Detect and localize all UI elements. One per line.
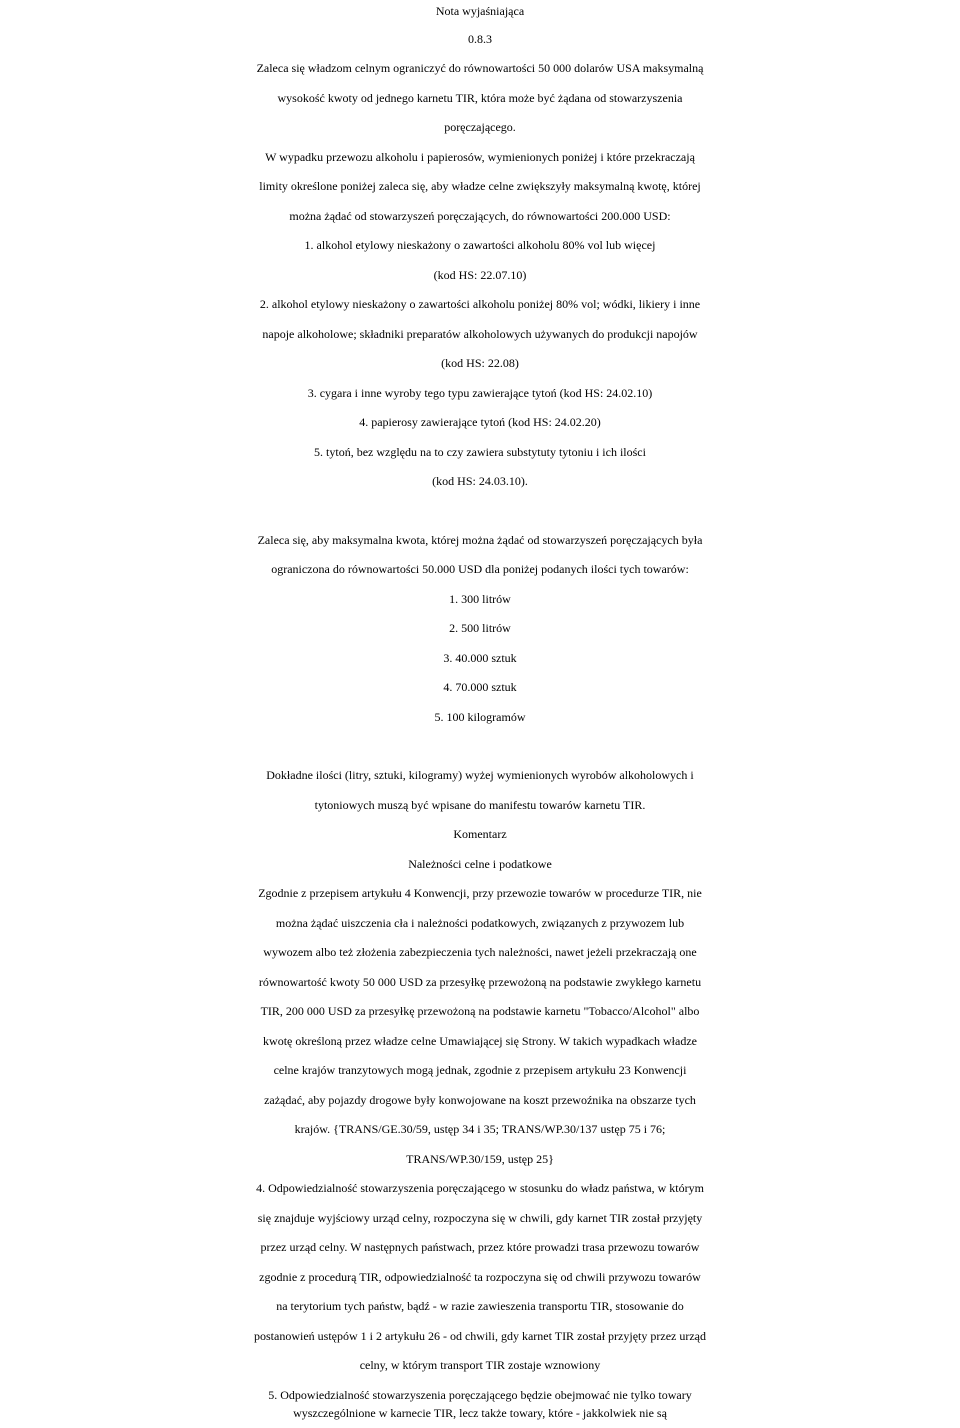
paragraph-line: postanowień ustępów 1 i 2 artykułu 26 - od chwili, gdy karnet TIR został przyjęty przez urząd: [254, 1329, 706, 1343]
paragraph-line: Zaleca się, aby maksymalna kwota, której można żądać od stowarzyszeń poręczających była: [257, 533, 703, 547]
paragraph-line: celne krajów tranzytowych mogą jednak, zgodnie z przepisem artykułu 23 Konwencji: [273, 1063, 687, 1077]
goods-list-item: napoje alkoholowe; składniki preparatów alkoholowych używanych do produkcji napojów: [262, 327, 698, 341]
goods-list-item: 4. papierosy zawierające tytoń (kod HS: 24.02.20): [359, 415, 601, 429]
paragraph-line: Zaleca się władzom celnym ograniczyć do równowartości 50 000 dolarów USA maksymalną: [256, 61, 704, 75]
goods-list-item: 1. alkohol etylowy nieskażony o zawartości alkoholu 80% vol lub więcej: [304, 238, 656, 252]
paragraph-line: poręczającego.: [444, 120, 516, 134]
paragraph-line: wywozem albo też złożenia zabezpieczenia tych należności, nawet jeżeli przekraczają one: [263, 945, 697, 959]
paragraph-line: celny, w którym transport TIR zostaje wznowiony: [359, 1358, 601, 1372]
paragraph-line: 5. Odpowiedzialność stowarzyszenia poręczającego będzie obejmować nie tylko towary: [268, 1388, 692, 1402]
quantity-list-item: 2. 500 litrów: [449, 621, 511, 635]
comment-heading: Komentarz: [453, 827, 507, 841]
paragraph-line: wysokość kwoty od jednego karnetu TIR, która może być żądana od stowarzyszenia: [277, 91, 683, 105]
paragraph-line: przez urząd celny. W następnych państwach, przez które prowadzi trasa przewozu towarów: [260, 1240, 700, 1254]
note-heading: Nota wyjaśniająca: [435, 4, 525, 18]
goods-list-item: 2. alkohol etylowy nieskażony o zawartości alkoholu poniżej 80% vol; wódki, likiery i inne: [259, 297, 701, 311]
paragraph-line: kwotę określoną przez władze celne Umawiającej się Strony. W takich wypadkach władze: [263, 1034, 697, 1048]
paragraph-line: Zgodnie z przepisem artykułu 4 Konwencji, przy przewozie towarów w procedurze TIR, nie: [258, 886, 702, 900]
comment-subheading: Należności celne i podatkowe: [408, 857, 552, 871]
paragraph-line: wyszczególnione w karnecie TIR, lecz także towary, które - jakkolwiek nie są: [293, 1406, 667, 1420]
paragraph-line: zgodnie z procedurą TIR, odpowiedzialność ta rozpoczyna się od chwili przywozu towarów: [259, 1270, 701, 1284]
paragraph-line: zażądać, aby pojazdy drogowe były konwojowane na koszt przewoźnika na obszarze tych: [264, 1093, 696, 1107]
quantity-list-item: 1. 300 litrów: [449, 592, 511, 606]
paragraph-line: tytoniowych muszą być wpisane do manifestu towarów karnetu TIR.: [314, 798, 646, 812]
paragraph-line: W wypadku przewozu alkoholu i papierosów, wymienionych poniżej i które przekraczają: [265, 150, 695, 164]
goods-list-item: 3. cygara i inne wyroby tego typu zawierające tytoń (kod HS: 24.02.10): [307, 386, 653, 400]
goods-list-item: 5. tytoń, bez względu na to czy zawiera substytuty tytoniu i ich ilości: [314, 445, 646, 459]
paragraph-line: krajów. {TRANS/GE.30/59, ustęp 34 i 35; TRANS/WP.30/137 ustęp 75 i 76;: [294, 1122, 666, 1136]
paragraph-line: się znajduje wyjściowy urząd celny, rozpoczyna się w chwili, gdy karnet TIR został przyjęty: [257, 1211, 703, 1225]
paragraph-line: TIR, 200 000 USD za przesyłkę przewożoną na podstawie karnetu "Tobacco/Alcohol" albo: [260, 1004, 700, 1018]
paragraph-line: można żądać od stowarzyszeń poręczających, do równowartości 200.000 USD:: [289, 209, 671, 223]
section-number: 0.8.3: [468, 32, 492, 46]
quantity-list-item: 5. 100 kilogramów: [434, 710, 526, 724]
goods-list-item: (kod HS: 22.07.10): [433, 268, 527, 282]
quantity-list-item: 3. 40.000 sztuk: [443, 651, 517, 665]
paragraph-line: na terytorium tych państw, bądź - w razie zawieszenia transportu TIR, stosowanie do: [276, 1299, 684, 1313]
paragraph-line: 4. Odpowiedzialność stowarzyszenia poręczającego w stosunku do władz państwa, w którym: [256, 1181, 704, 1195]
paragraph-line: TRANS/WP.30/159, ustęp 25}: [406, 1152, 554, 1166]
paragraph-line: Dokładne ilości (litry, sztuki, kilogramy) wyżej wymienionych wyrobów alkoholowych i: [266, 768, 694, 782]
quantity-list-item: 4. 70.000 sztuk: [443, 680, 517, 694]
paragraph-line: ograniczona do równowartości 50.000 USD dla poniżej podanych ilości tych towarów:: [271, 562, 689, 576]
goods-list-item: (kod HS: 24.03.10).: [432, 474, 528, 488]
goods-list-item: (kod HS: 22.08): [441, 356, 519, 370]
paragraph-line: równowartość kwoty 50 000 USD za przesyłkę przewożoną na podstawie zwykłego karnetu: [258, 975, 702, 989]
paragraph-line: można żądać uiszczenia cła i należności podatkowych, związanych z przywozem lub: [275, 916, 685, 930]
paragraph-line: limity określone poniżej zaleca się, aby władze celne zwiększyły maksymalną kwotę, której: [259, 179, 701, 193]
